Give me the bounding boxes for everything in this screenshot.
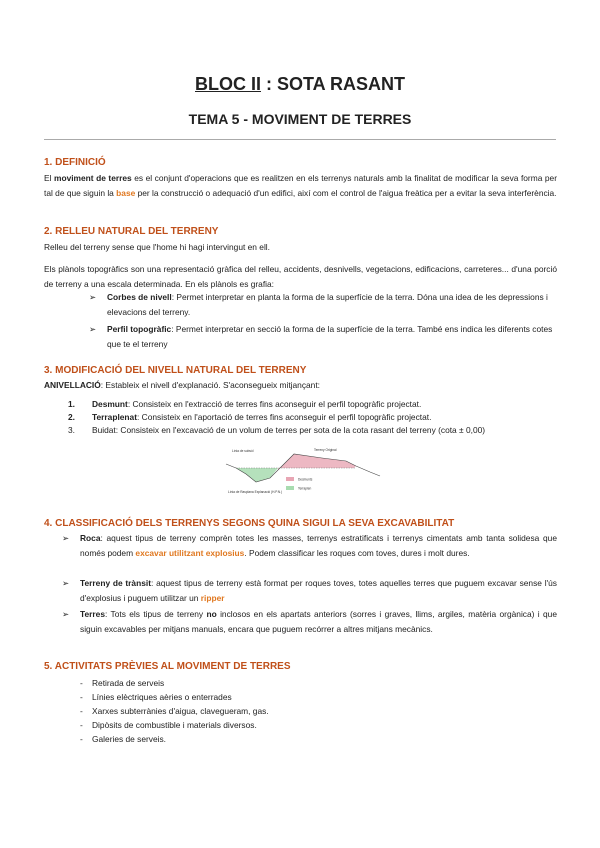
section-2-heading: 2. RELLEU NATURAL DEL TERRENY <box>44 226 219 237</box>
legend-terraple-swatch <box>286 486 294 490</box>
list-item: - Dipòsits de combustible i materials diversos. <box>80 720 257 730</box>
title-rest: : SOTA RASANT <box>261 74 405 94</box>
anivellacio-line: ANIVELLACIÓ: Estableix el nivell d'explanació. S'aconsegueix mitjançant: <box>44 380 320 390</box>
bullet-transit: ➢ Terreny de trànsit: aquest tipus de terreny està format per roques toves, totes aquelles terres que puguem excavar sense l'ús d'explosius i puguem utilitzar un ripper <box>62 578 557 603</box>
earthworks-profile-figure <box>222 446 384 504</box>
arrow-bullet-icon: ➢ <box>89 292 97 302</box>
terraple-area <box>236 468 278 482</box>
title-prefix: BLOC II <box>195 74 261 94</box>
arrow-bullet-icon: ➢ <box>62 609 70 619</box>
section-4-heading: 4. CLASSIFICACIÓ DELS TERRENYS SEGONS QUINA SIGUI LA SEVA EXCAVABILITAT <box>44 518 455 529</box>
section-2-paragraph: Els plànols topogràfics son una representació gràfica del relleu, accidents, desnivells, vegetacions, edificacions, carreteres... d'una porció de terreny a una escala determinada. En els plànols es grafia: <box>44 264 557 289</box>
section-1-paragraph: El moviment de terres es el conjunt d'operacions que es realitzen en els terrenys naturals amb la finalitat de modificar la seva forma per tal de que siguin la base per la construcció o adequació d'un edifici, així com el control de l'aigua freàtica per a evitar la seva interferència. <box>44 173 558 198</box>
legend-desmunt: Desmunts <box>298 477 313 482</box>
desmunt-area <box>278 454 356 470</box>
bullet-perfil: ➢ Perfil topogràfic: Permet interpretar en secció la forma de la superfície de la terra. També ens indica les diferents cotes que te el terreny <box>89 324 553 349</box>
legend-terraple: Terraplen <box>298 486 312 491</box>
doc-subtitle: TEMA 5 - MOVIMENT DE TERRES <box>188 111 412 127</box>
list-item: - Galeries de serveis. <box>80 734 167 744</box>
section-1-heading: 1. DEFINICIÓ <box>44 157 106 168</box>
bullet-corbes: ➢ Corbes de nivell: Permet interpretar en planta la forma de la superfície de la terra. Dóna una idea de les depressions i elevacions del terreny. <box>89 292 548 317</box>
label-rasplana: Línia de Rasplana Explanació (H.P.N.) <box>228 490 283 494</box>
list-item: - Xarxes subterrànies d'aigua, clavegueram, gas. <box>80 706 269 716</box>
list-item: - Línies elèctriques aèries o enterrades <box>80 692 232 702</box>
title-divider <box>44 139 556 140</box>
bullet-terres: ➢ Terres: Tots els tipus de terreny no inclosos en els apartats anteriors (sorres i graves, llims, argiles, matèria orgànica) i que siguin excavables per mitjans manuals, encara que puguem recórrer a altres mitjans mecànics. <box>62 609 557 634</box>
section-3-heading: 3. MODIFICACIÓ DEL NIVELL NATURAL DEL TERRENY <box>44 365 307 376</box>
list-item-terraplenat: 2. Terraplenat: Consisteix en l'aportació de terres fins aconseguir el perfil topogràfic projectat. <box>68 412 432 422</box>
profile-diagram <box>222 446 384 504</box>
arrow-bullet-icon: ➢ <box>62 533 70 543</box>
arrow-bullet-icon: ➢ <box>89 324 97 334</box>
section-5-heading: 5. ACTIVITATS PRÈVIES AL MOVIMENT DE TERRES <box>44 661 291 672</box>
arrow-bullet-icon: ➢ <box>62 578 70 588</box>
doc-title <box>0 74 600 95</box>
list-item: - Retirada de serveis <box>80 678 165 688</box>
label-subsol: Línia de subsòl <box>232 449 254 453</box>
label-terreny-original: Terreny Original <box>314 448 337 452</box>
legend-desmunt-swatch <box>286 477 294 481</box>
list-item-buidat: 3. Buidat: Consisteix en l'excavació de un volum de terres per sota de la cota rasant del terreny (cota ± 0,00) <box>68 425 486 435</box>
bullet-roca: ➢ Roca: aquest tipus de terreny comprèn totes les masses, terrenys estratificats i terrenys cimentats amb tanta solidesa que només podem excavar utilitzant explosius. Podem classificar les roques com toves, dures i molt dures. <box>62 533 557 558</box>
list-item-desmunt: 1. Desmunt: Consisteix en l'extracció de terres fins aconseguir el perfil topogràfic projectat. <box>68 399 422 409</box>
section-2-line: Relleu del terreny sense que l'home hi hagi intervingut en ell. <box>44 242 270 252</box>
